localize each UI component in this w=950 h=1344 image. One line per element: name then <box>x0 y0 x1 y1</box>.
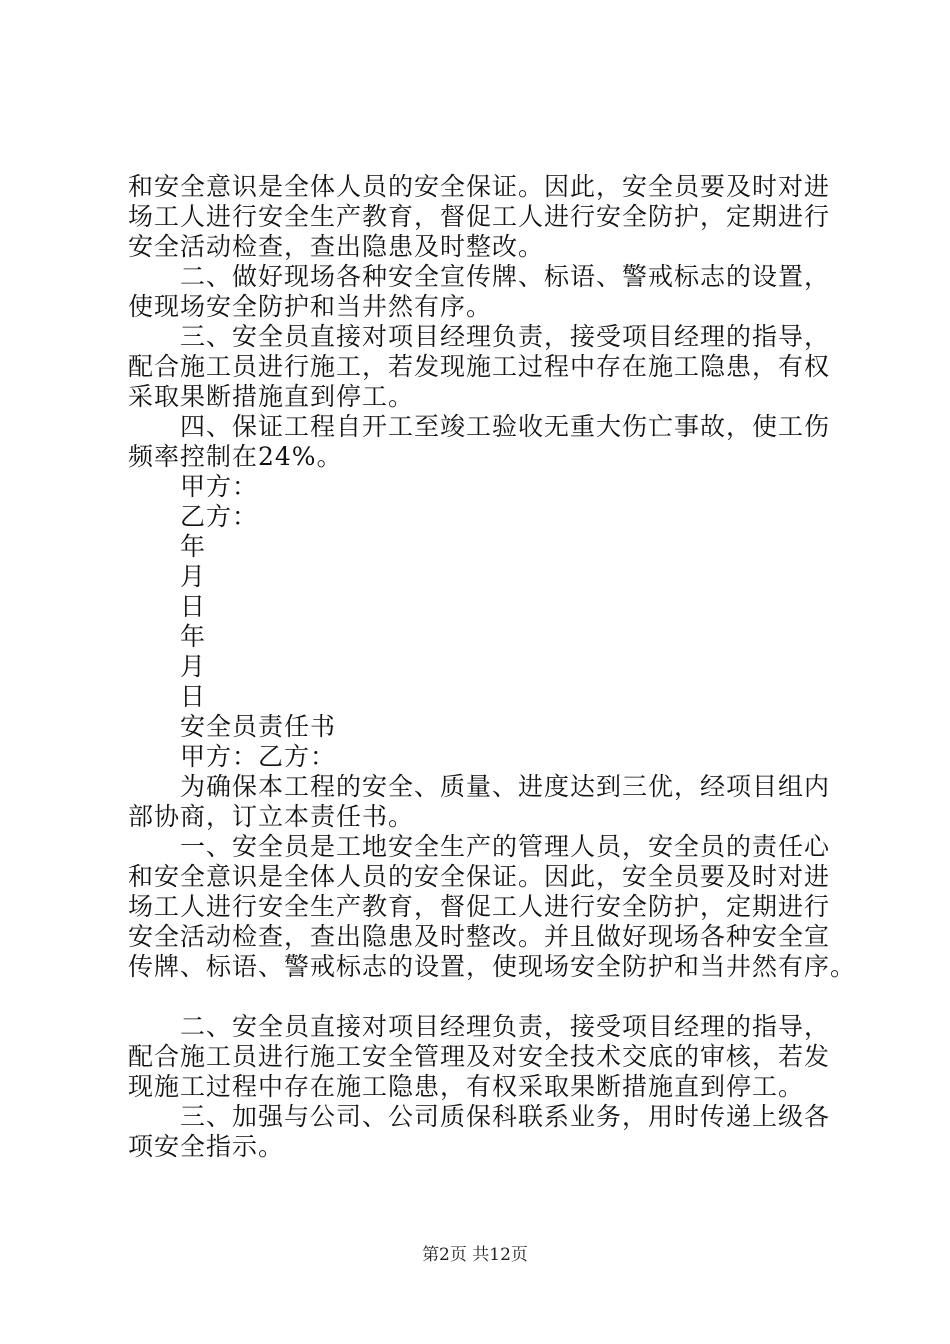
text-line: 现施工过程中存在施工隐患，有权采取果断措施直到停工。 <box>128 1072 805 1101</box>
text-line: 场工人进行安全生产教育，督促工人进行安全防护，定期进行 <box>128 892 831 921</box>
date-year-label: 年 <box>180 622 207 651</box>
text-line: 安全活动检查，查出隐患及时整改。 <box>128 232 545 261</box>
text-line: 三、安全员直接对项目经理负责，接受项目经理的指导， <box>180 322 831 351</box>
text-line: 部协商，订立本责任书。 <box>128 802 415 831</box>
text-line: 三、加强与公司、公司质保科联系业务，用时传递上级各 <box>180 1102 831 1131</box>
text-line: 场工人进行安全生产教育，督促工人进行安全防护，定期进行 <box>128 202 831 231</box>
text-line: 和安全意识是全体人员的安全保证。因此，安全员要及时对进 <box>128 862 831 891</box>
text-line: 一、安全员是工地安全生产的管理人员，安全员的责任心 <box>180 832 831 861</box>
text-line: 二、安全员直接对项目经理负责，接受项目经理的指导， <box>180 1012 831 1041</box>
date-month-label: 月 <box>180 562 207 591</box>
text-line: 传牌、标语、警戒标志的设置，使现场安全防护和当井然有序。 <box>128 952 857 981</box>
section-title: 安全员责任书 <box>180 712 337 741</box>
text-line: 配合施工员进行施工，若发现施工过程中存在施工隐患，有权 <box>128 352 831 381</box>
document-body <box>128 172 857 1162</box>
text-line: 为确保本工程的安全、质量、进度达到三优，经项目组内 <box>180 772 831 801</box>
text-line: 使现场安全防护和当井然有序。 <box>128 292 493 321</box>
party-b-label: 乙方： <box>180 502 259 531</box>
date-month-label: 月 <box>180 652 207 681</box>
party-a-label: 甲方： <box>180 472 259 501</box>
text-line: 采取果断措施直到停工。 <box>128 382 415 411</box>
date-year-label: 年 <box>180 532 207 561</box>
text-line: 二、做好现场各种安全宣传牌、标语、警戒标志的设置， <box>180 262 831 291</box>
paragraph-gap <box>128 982 828 1012</box>
text-line: 安全活动检查，查出隐患及时整改。并且做好现场各种安全宣 <box>128 922 831 951</box>
date-day-label: 日 <box>180 682 207 711</box>
text-line: 频率控制在24%。 <box>128 442 343 471</box>
text-line: 项安全指示。 <box>128 1132 285 1161</box>
date-day-label: 日 <box>180 592 207 621</box>
text-line: 四、保证工程自开工至竣工验收无重大伤亡事故，使工伤 <box>180 412 831 441</box>
parties-line: 甲方：乙方： <box>180 742 337 771</box>
page-number-footer: 第2页 共12页 <box>422 1245 528 1265</box>
text-line: 配合施工员进行施工安全管理及对安全技术交底的审核，若发 <box>128 1042 831 1071</box>
text-line: 和安全意识是全体人员的安全保证。因此，安全员要及时对进 <box>128 172 831 201</box>
